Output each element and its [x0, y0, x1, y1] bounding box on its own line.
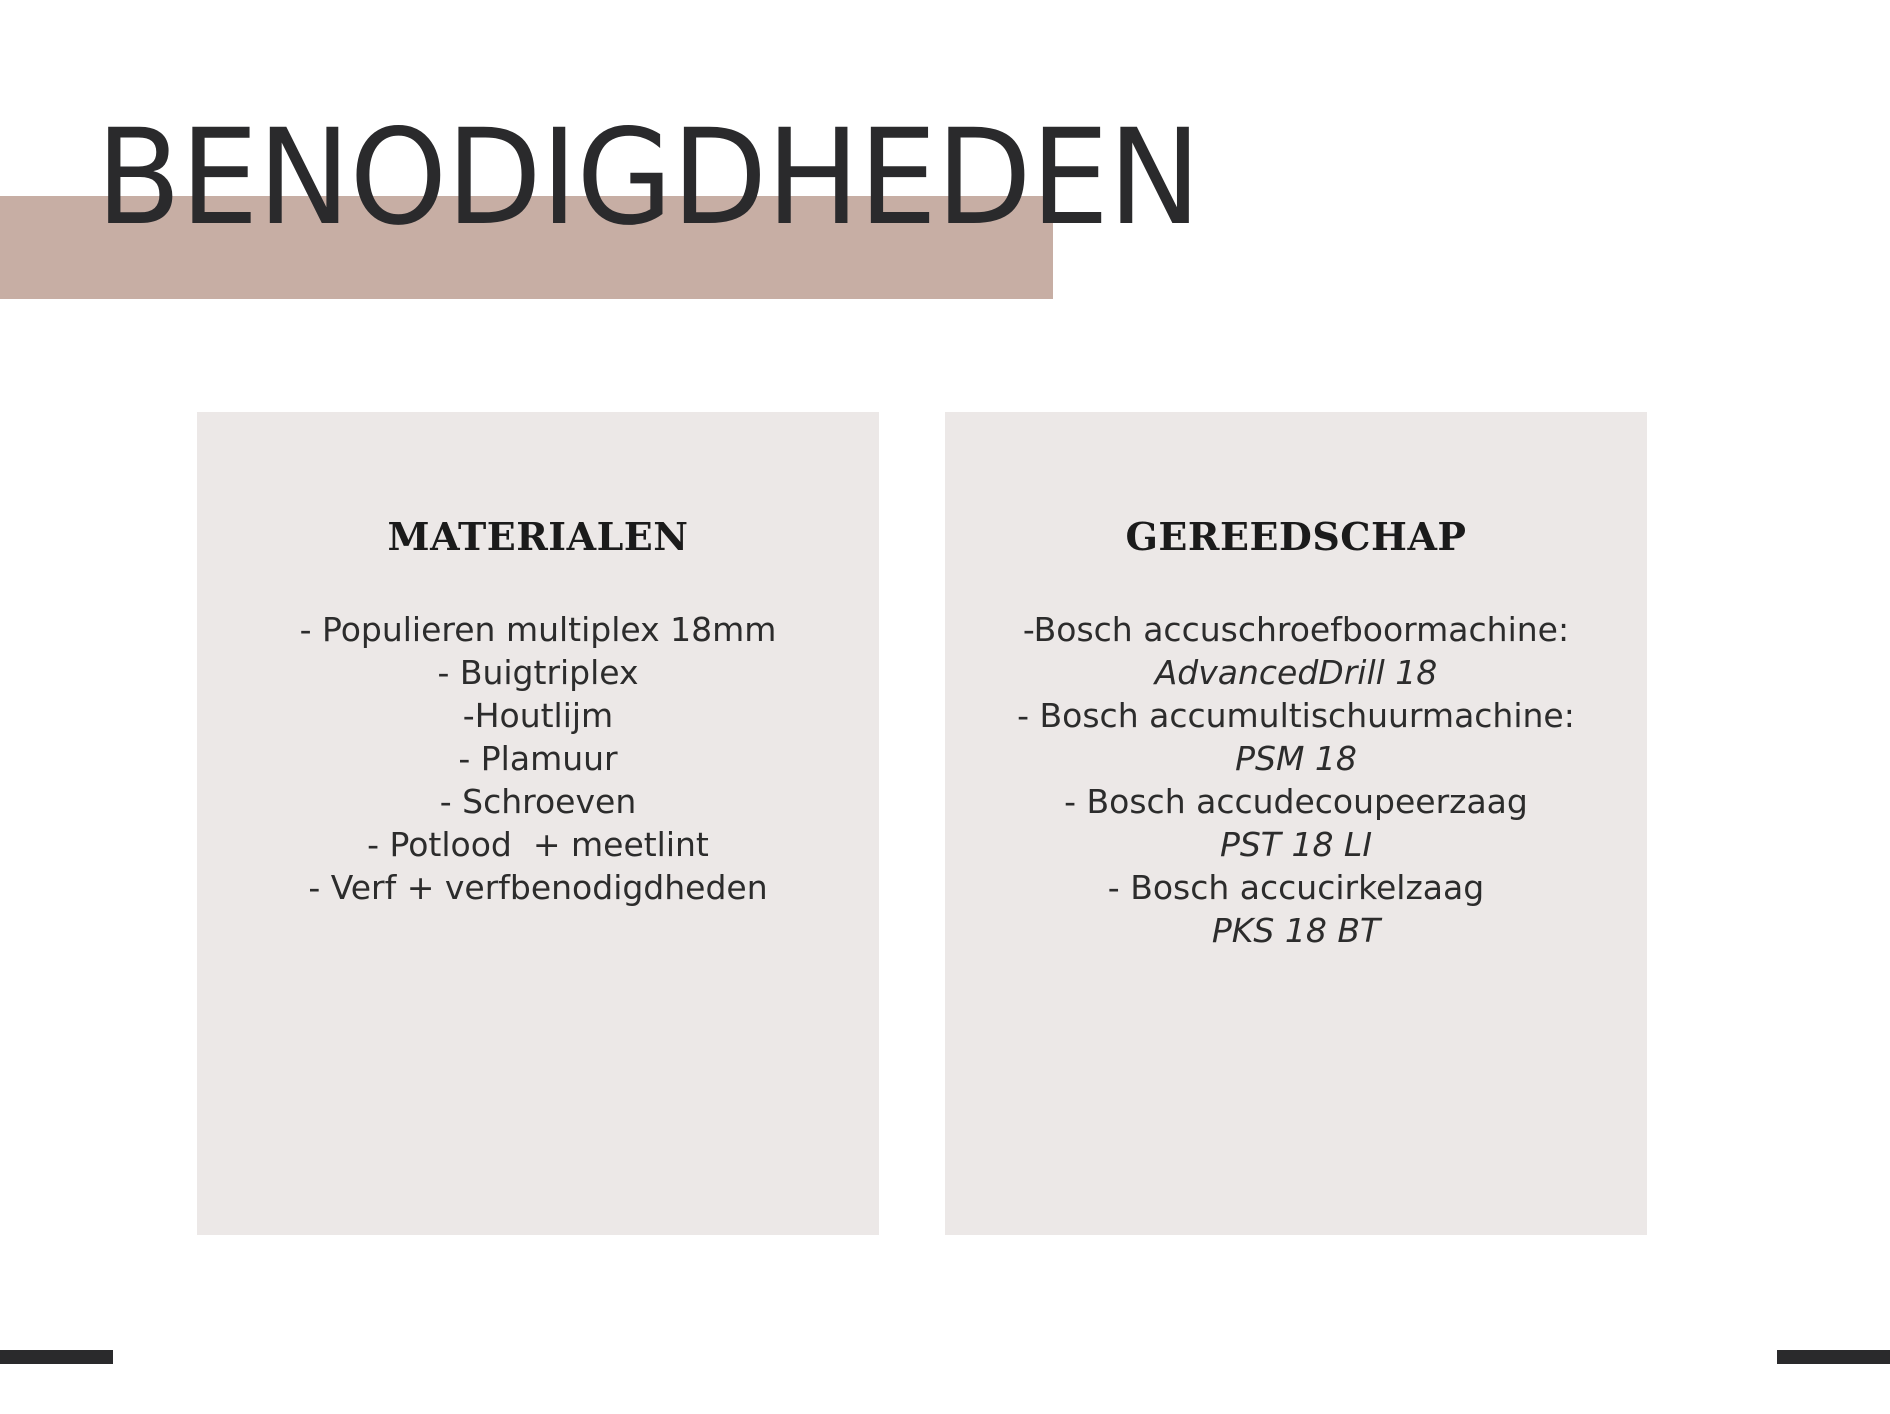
tool-name: - Bosch accucirkelzaag — [1107, 868, 1485, 907]
list-item: - Plamuur — [458, 739, 618, 778]
list-item: - Buigtriplex — [437, 653, 639, 692]
corner-line-right — [1777, 1350, 1890, 1364]
tool-model: PST 18 LI — [1219, 825, 1373, 864]
list-item: -Houtlijm — [462, 696, 614, 735]
corner-line-left — [0, 1350, 113, 1364]
tool-name: -Bosch accuschroefboormachine: — [1022, 610, 1570, 649]
tool-model: PKS 18 BT — [1211, 911, 1381, 950]
list-item: - Verf + verfbenodigdheden — [308, 868, 768, 907]
tools-heading: GEREEDSCHAP — [1125, 514, 1467, 559]
tools-card — [945, 412, 1647, 1235]
tool-model: AdvancedDrill 18 — [1154, 653, 1438, 692]
page-title: BENODIGDHEDEN — [96, 101, 1201, 255]
tools-list — [945, 608, 1647, 952]
materials-card — [197, 412, 879, 1235]
list-item: - Schroeven — [439, 782, 637, 821]
list-item: - Potlood + meetlint — [367, 825, 709, 864]
tool-model: PSM 18 — [1235, 739, 1357, 778]
tool-name: - Bosch accumultischuurmachine: — [1017, 696, 1575, 735]
materials-list — [197, 608, 879, 909]
list-item: - Populieren multiplex 18mm — [299, 610, 777, 649]
materials-heading: MATERIALEN — [387, 514, 689, 559]
tool-name: - Bosch accudecoupeerzaag — [1064, 782, 1528, 821]
